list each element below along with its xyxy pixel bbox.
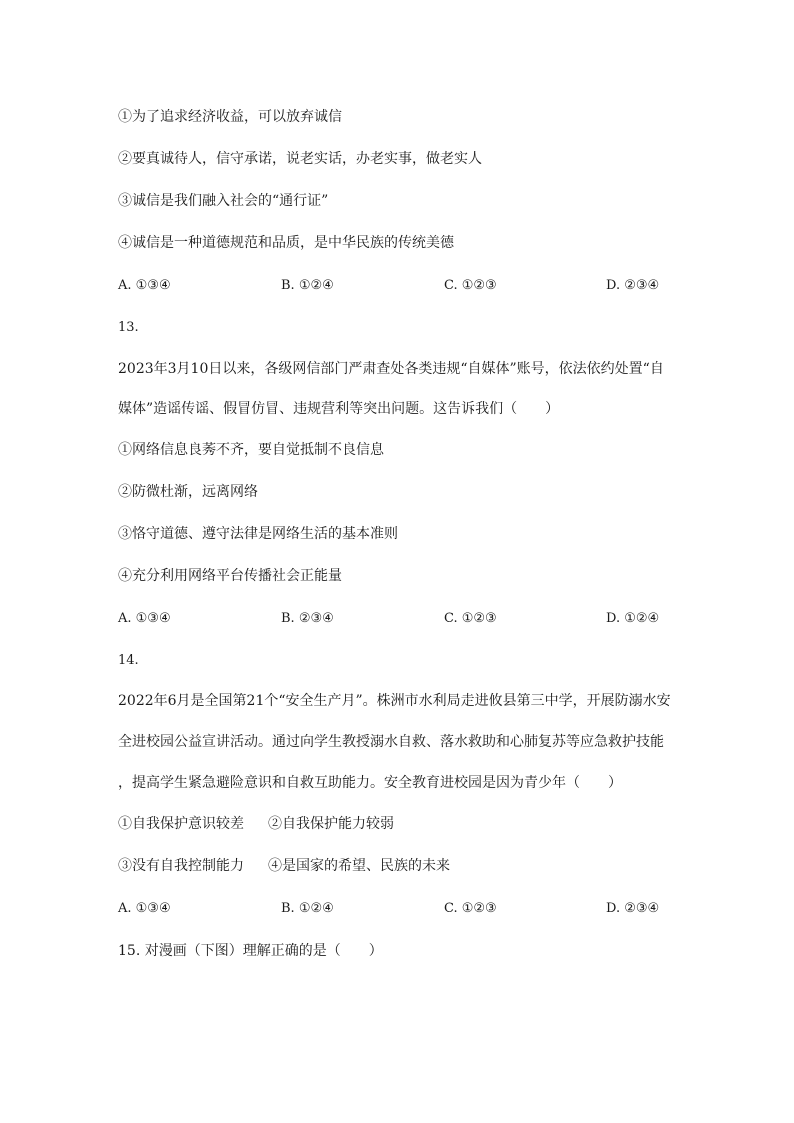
q12-option-c[interactable]: C. ①②③ bbox=[444, 278, 497, 293]
q14-option-d[interactable]: D. ②③④ bbox=[606, 901, 660, 916]
q13-item-2: ②防微杜渐，远离网络 bbox=[118, 484, 258, 500]
q13-number: 13. bbox=[118, 320, 139, 335]
q12-options bbox=[118, 277, 678, 295]
q14-items-row-1 bbox=[118, 815, 394, 833]
q12-item-1: ①为了追求经济收益，可以放弃诚信 bbox=[118, 109, 342, 125]
q15-stem: 15. 对漫画（下图）理解正确的是（ ） bbox=[118, 943, 383, 959]
q12-item-2: ②要真诚待人，信守承诺，说老实话，办老实事，做老实人 bbox=[118, 151, 482, 167]
q14-number: 14. bbox=[118, 653, 139, 668]
q14-option-c[interactable]: C. ①②③ bbox=[444, 901, 497, 916]
q13-options bbox=[118, 610, 678, 628]
q13-option-c[interactable]: C. ①②③ bbox=[444, 611, 497, 626]
q14-item-4: ④是国家的希望、民族的未来 bbox=[268, 858, 450, 874]
q12-option-d[interactable]: D. ②③④ bbox=[606, 278, 660, 293]
q14-items-row-2 bbox=[118, 857, 450, 875]
q14-item-3: ③没有自我控制能力 bbox=[118, 858, 244, 874]
q13-option-d[interactable]: D. ①②④ bbox=[606, 611, 660, 626]
q14-option-b[interactable]: B. ①②④ bbox=[281, 901, 334, 916]
q13-item-1: ①网络信息良莠不齐，要自觉抵制不良信息 bbox=[118, 442, 384, 458]
q13-option-b[interactable]: B. ②③④ bbox=[281, 611, 334, 626]
q14-options bbox=[118, 900, 678, 918]
q14-option-a[interactable]: A. ①③④ bbox=[118, 901, 171, 916]
q14-stem-line-3: ，提高学生紧急避险意识和自救互助能力。安全教育进校园是因为青少年（ ） bbox=[118, 775, 622, 791]
q14-stem-line-1: 2022年6月是全国第21个“安全生产月”。株洲市水利局走进攸县第三中学，开展防溺水安 bbox=[118, 693, 671, 709]
q13-stem-line-2: 媒体”造谣传谣、假冒仿冒、违规营利等突出问题。这告诉我们（ ） bbox=[118, 401, 560, 417]
q13-item-3: ③恪守道德、遵守法律是网络生活的基本准则 bbox=[118, 526, 398, 542]
q13-item-4: ④充分利用网络平台传播社会正能量 bbox=[118, 568, 342, 584]
q13-option-a[interactable]: A. ①③④ bbox=[118, 611, 171, 626]
q13-stem-line-1: 2023年3月10日以来，各级网信部门严肃查处各类违规“自媒体”账号，依法依约处置“自 bbox=[118, 361, 664, 377]
q12-option-b[interactable]: B. ①②④ bbox=[281, 278, 334, 293]
q12-item-3: ③诚信是我们融入社会的“通行证” bbox=[118, 193, 329, 209]
q12-item-4: ④诚信是一种道德规范和品质，是中华民族的传统美德 bbox=[118, 235, 454, 251]
q14-item-2: ②自我保护能力较弱 bbox=[268, 816, 394, 832]
q12-option-a[interactable]: A. ①③④ bbox=[118, 278, 171, 293]
q14-stem-line-2: 全进校园公益宣讲活动。通过向学生教授溺水自救、落水救助和心肺复苏等应急救护技能 bbox=[118, 734, 664, 750]
q14-item-1: ①自我保护意识较差 bbox=[118, 816, 244, 832]
